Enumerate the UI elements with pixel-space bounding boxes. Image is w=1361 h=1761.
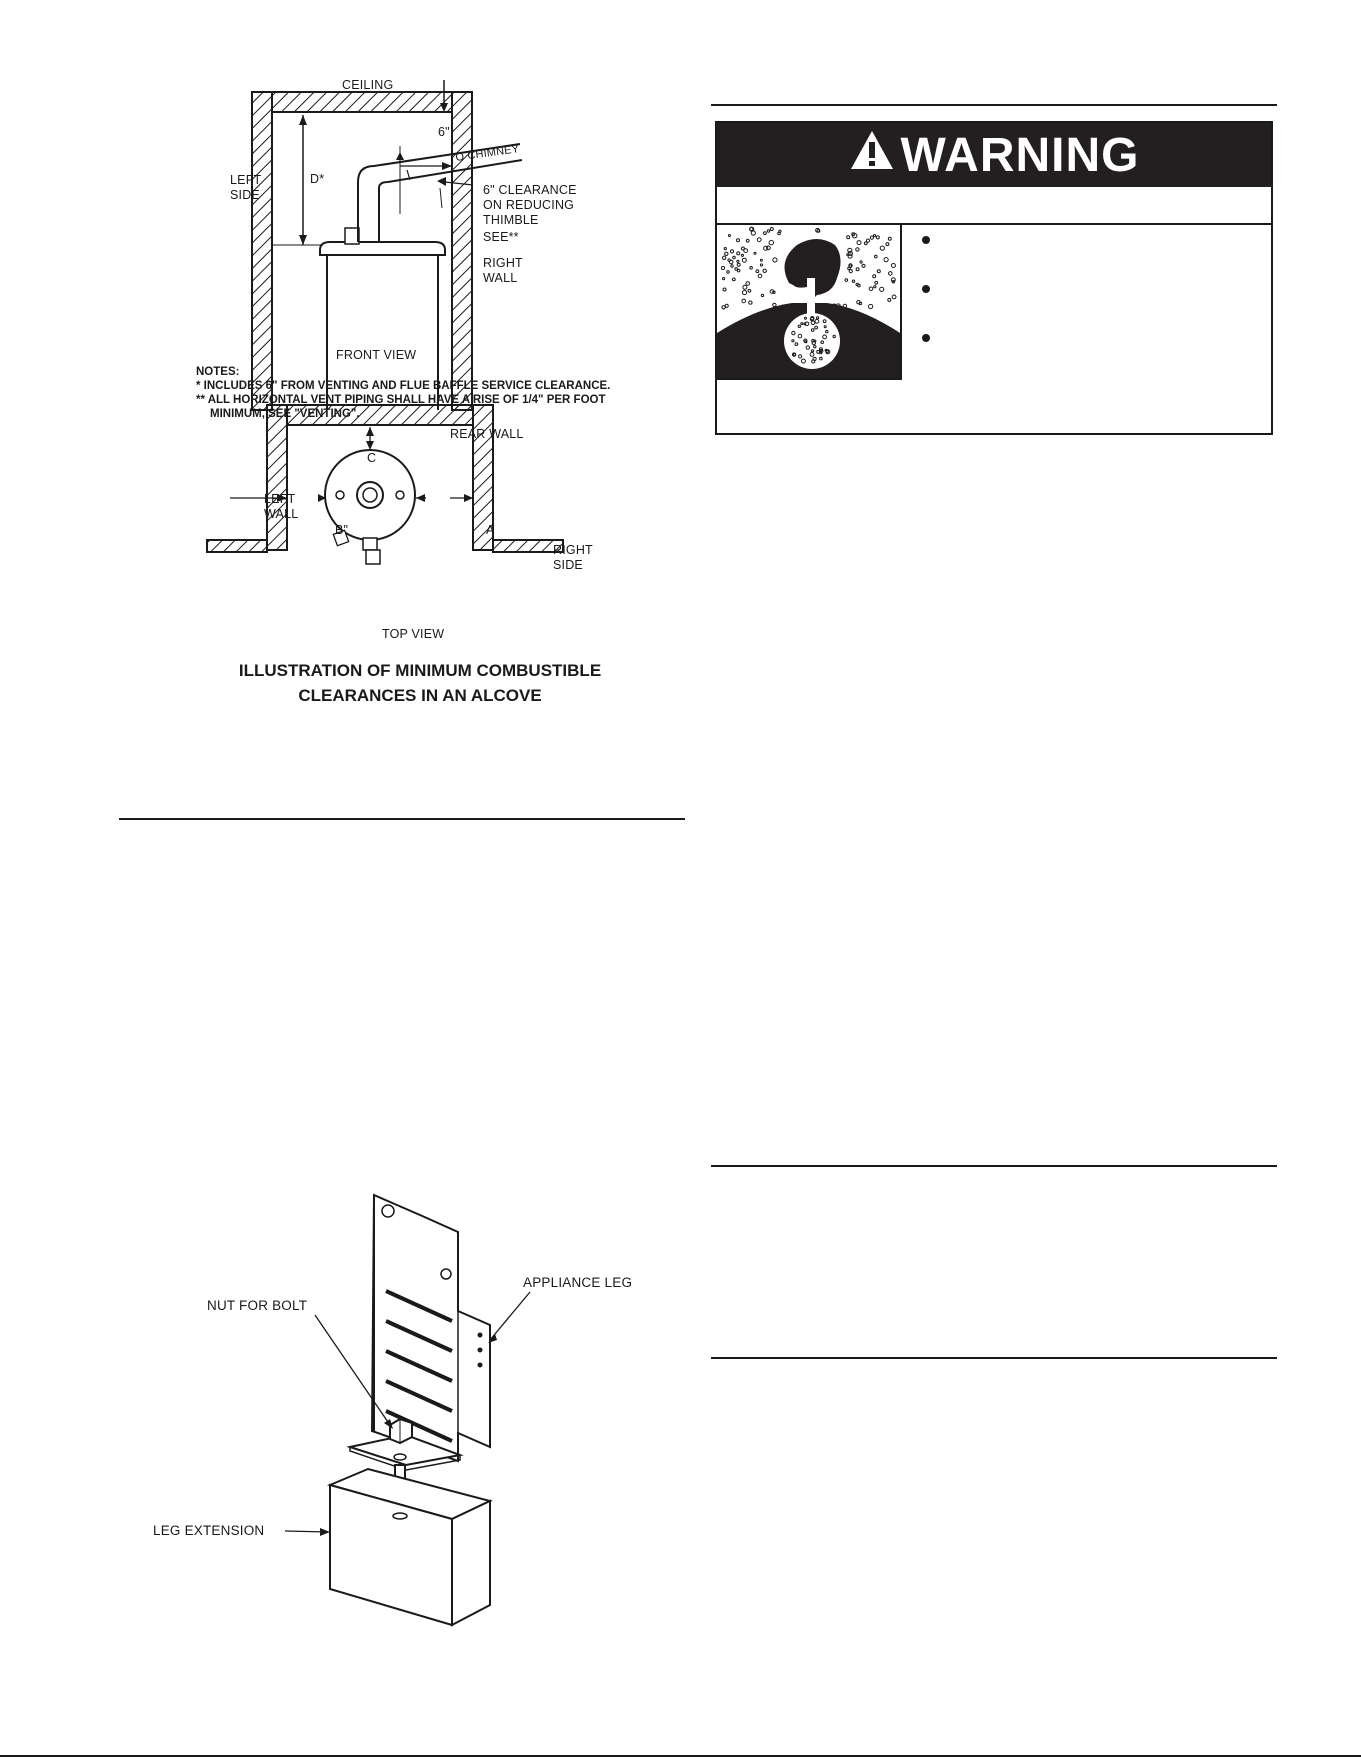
- notes-heading: NOTES:: [196, 366, 240, 378]
- a-label: A: [486, 523, 495, 537]
- clearance-label-2: ON REDUCING: [483, 198, 575, 212]
- warning-bullet-3: [922, 334, 930, 342]
- alcove-caption-2: CLEARANCES IN AN ALCOVE: [298, 686, 542, 705]
- note-2-continued: MINIMUM, SEE "VENTING".: [210, 408, 360, 420]
- appliance-leg-label: APPLIANCE LEG: [523, 1275, 633, 1290]
- clearance-label-1: 6" CLEARANCE: [483, 183, 577, 197]
- leg-extension-block: [330, 1469, 490, 1625]
- to-chimney-label: TO CHIMNEY: [448, 143, 520, 165]
- alcove-caption-1: ILLUSTRATION OF MINIMUM COMBUSTIBLE: [238, 661, 602, 680]
- right-lower-rule: [711, 1357, 1277, 1359]
- d-arrow-top: [299, 115, 307, 125]
- warning-bullet-1: [922, 236, 930, 244]
- alert-triangle-icon: [849, 128, 895, 183]
- right-side-label-1: RIGHT: [553, 543, 593, 557]
- front-view-title: FRONT VIEW: [336, 348, 417, 362]
- left-wall-label-1: LEFT: [264, 492, 296, 506]
- six-inch-label: 6": [438, 125, 450, 139]
- leg-extension-figure: [150, 1185, 650, 1635]
- warning-subheader: [717, 187, 1271, 225]
- d-arrow-bottom: [299, 235, 307, 245]
- see-label: SEE**: [483, 230, 519, 244]
- c-label: C: [367, 451, 377, 465]
- right-wall-label-2: WALL: [483, 271, 518, 285]
- leg-extension-diagram: [150, 1185, 650, 1635]
- note-1: * INCLUDES 6" FROM VENTING AND FLUE BAFFLE SERVICE CLEARANCE.: [196, 380, 611, 392]
- clearance-label-3: THIMBLE: [483, 213, 539, 227]
- ceiling-label: CEILING: [342, 78, 394, 92]
- top-view-title: TOP VIEW: [382, 627, 445, 641]
- right-side-label-2: SIDE: [553, 558, 583, 572]
- rear-wall-label: REAR WALL: [450, 427, 524, 441]
- left-wall-label-2: WALL: [264, 507, 299, 521]
- warning-header: [717, 123, 1271, 187]
- d-star-label: D*: [310, 172, 325, 186]
- right-middle-rule: [711, 1165, 1277, 1167]
- water-heater-top: [325, 450, 415, 564]
- nut: [390, 1419, 412, 1443]
- warning-title: WARNING: [900, 128, 1140, 182]
- alcove-clearance-figure: [170, 70, 690, 720]
- note-2: ** ALL HORIZONTAL VENT PIPING SHALL HAVE A RISE OF 1/4" PER FOOT: [196, 394, 606, 406]
- left-section-rule: [119, 818, 685, 820]
- inhalation-hazard-icon: [717, 223, 902, 380]
- warning-bullet-2: [922, 285, 930, 293]
- leg-extension-label: LEG EXTENSION: [153, 1523, 265, 1538]
- left-side-label-2: SIDE: [230, 188, 260, 202]
- warning-panel: [715, 121, 1273, 435]
- page-bottom-rule: [0, 1755, 1361, 1757]
- nut-for-bolt-label: NUT FOR BOLT: [207, 1298, 308, 1313]
- right-wall-label-1: RIGHT: [483, 256, 523, 270]
- b-label: B": [335, 523, 349, 537]
- right-top-rule: [711, 104, 1277, 106]
- left-side-label-1: LEFT: [230, 173, 262, 187]
